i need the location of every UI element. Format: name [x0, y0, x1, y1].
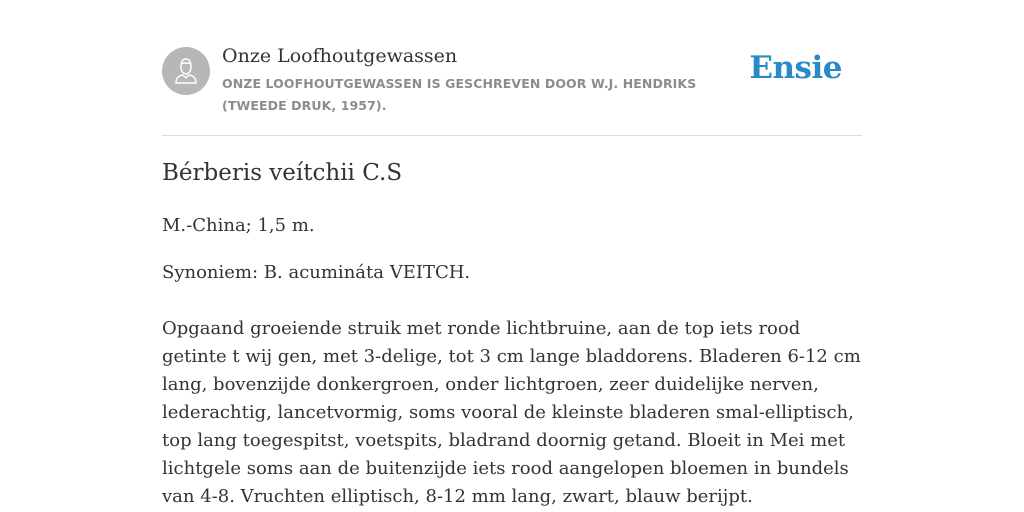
user-avatar-icon[interactable] [162, 47, 210, 95]
entry-paragraph-description: Opgaand groeiende struik met ronde lichtbruine, aan de top iets rood getinte t wij gen, met 3-delige, tot 3 cm lange bladdorens. Bladeren 6-12 cm lang, bovenzijde donkergroen, onder lichtgroen, zeer duidelijke nerven, lederachtig, lancetvormig, soms vooral de kleinste bladeren smal-elliptisch, top lang toegespitst, voetspits, bladrand doornig getand. Bloeit in Mei met lichtgele soms aan de buitenzijde iets rood aangelopen bloemen in bundels van 4-8. Vruchten elliptisch, 8-12 mm lang, zwart, blauw berijpt. [162, 318, 861, 507]
source-title[interactable]: Onze Loofhoutgewassen [222, 45, 458, 67]
source-header [162, 0, 862, 136]
entry-title: Bérberis veítchii C.S [162, 160, 403, 186]
source-description: ONZE LOOFHOUTGEWASSEN IS GESCHREVEN DOOR W.J. HENDRIKS (TWEEDE DRUK, 1957). [222, 76, 697, 113]
page-content [162, 0, 862, 507]
entry-paragraph-origin: M.-China; 1,5 m. [162, 215, 315, 236]
entry-paragraph-synonym: Synoniem: B. acumináta VEITCH. [162, 262, 471, 283]
ensie-logo[interactable]: Ensie [749, 50, 842, 86]
